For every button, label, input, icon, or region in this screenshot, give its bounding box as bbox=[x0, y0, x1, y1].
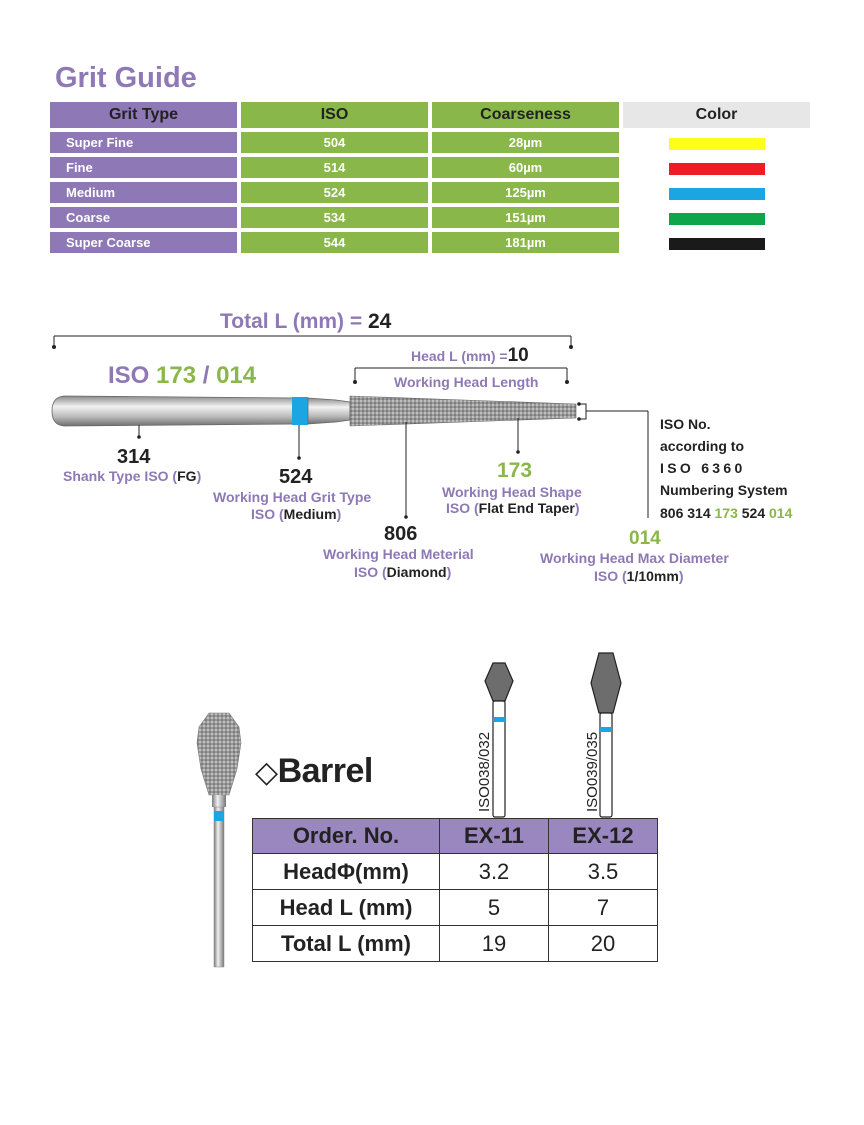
ex12-cell: 3.5 bbox=[549, 854, 658, 890]
ex12-header: EX-12 bbox=[549, 819, 658, 854]
iso-cell: 544 bbox=[241, 232, 428, 253]
material-label: Working Head Meterial bbox=[323, 546, 474, 562]
shape-number: 173 bbox=[497, 459, 533, 482]
ex11-cell: 3.2 bbox=[440, 854, 549, 890]
total-length-label: Total L (mm) = 24 bbox=[220, 310, 392, 333]
ex11-cell: 5 bbox=[440, 890, 549, 926]
color-header: Color bbox=[623, 102, 810, 128]
ex12-iso-label: ISO039/035 bbox=[584, 731, 601, 812]
iso-cell: 534 bbox=[241, 207, 428, 228]
row-label: Total L (mm) bbox=[253, 926, 440, 962]
grit-value-label: ISO (Medium) bbox=[251, 506, 342, 522]
working-head-length-label: Working Head Length bbox=[394, 374, 539, 390]
grit-type-cell: Fine bbox=[50, 157, 237, 178]
ex11-header: EX-11 bbox=[440, 819, 549, 854]
iso-designation: ISO 173 / 014 bbox=[108, 362, 257, 389]
material-number: 806 bbox=[384, 523, 418, 545]
coarseness-header: Coarseness bbox=[432, 102, 619, 128]
diameter-bracket bbox=[577, 402, 648, 518]
bur-illustration bbox=[52, 396, 576, 426]
iso-code: 806 314 173 524 014 bbox=[660, 505, 793, 521]
table-row bbox=[253, 854, 658, 890]
material-value-label: ISO (Diamond) bbox=[354, 564, 452, 580]
table-row bbox=[253, 890, 658, 926]
diamond-icon: ◇ bbox=[255, 756, 278, 789]
coarseness-cell: 28µm bbox=[432, 132, 619, 153]
diameter-number: 014 bbox=[629, 528, 661, 549]
shape-value-label: ISO (Flat End Taper) bbox=[446, 500, 580, 516]
order-no-header: Order. No. bbox=[253, 819, 440, 854]
grit-type-cell: Super Fine bbox=[50, 132, 237, 153]
shank-number: 314 bbox=[117, 446, 151, 468]
grit-number: 524 bbox=[279, 466, 313, 488]
diameter-label: Working Head Max Diameter bbox=[540, 550, 729, 566]
iso-cell: 514 bbox=[241, 157, 428, 178]
coarseness-cell: 125µm bbox=[432, 182, 619, 203]
row-label: HeadΦ(mm) bbox=[253, 854, 440, 890]
row-label: Head L (mm) bbox=[253, 890, 440, 926]
iso-cell: 504 bbox=[241, 132, 428, 153]
ex11-cell: 19 bbox=[440, 926, 549, 962]
coarseness-cell: 151µm bbox=[432, 207, 619, 228]
iso-cell: 524 bbox=[241, 182, 428, 203]
grit-type-cell: Super Coarse bbox=[50, 232, 237, 253]
shape-label: Working Head Shape bbox=[442, 484, 582, 500]
barrel-spec-table bbox=[252, 818, 658, 962]
grit-type-header: Grit Type bbox=[50, 102, 237, 128]
iso-header: ISO bbox=[241, 102, 428, 128]
diameter-value-label: ISO (1/10mm) bbox=[594, 568, 684, 584]
ex12-cell: 7 bbox=[549, 890, 658, 926]
coarseness-cell: 181µm bbox=[432, 232, 619, 253]
grit-type-label: Working Head Grit Type bbox=[213, 489, 372, 505]
grit-guide-title: Grit Guide bbox=[55, 62, 197, 94]
grit-type-cell: Coarse bbox=[50, 207, 237, 228]
ex12-cell: 20 bbox=[549, 926, 658, 962]
coarseness-cell: 60µm bbox=[432, 157, 619, 178]
grit-type-cell: Medium bbox=[50, 182, 237, 203]
iso-number-system: ISO No. according to ISO 6360 Numbering System 806 314 173 524 014 bbox=[660, 413, 792, 524]
shank-type-label: Shank Type ISO (FG) bbox=[63, 468, 202, 484]
ex11-iso-label: ISO038/032 bbox=[476, 731, 493, 812]
barrel-title: ◇Barrel bbox=[255, 752, 373, 790]
table-row bbox=[253, 926, 658, 962]
barrel-bur-photo bbox=[197, 713, 241, 967]
head-length-label: Head L (mm) =10 bbox=[411, 345, 529, 366]
table-row bbox=[253, 819, 658, 854]
